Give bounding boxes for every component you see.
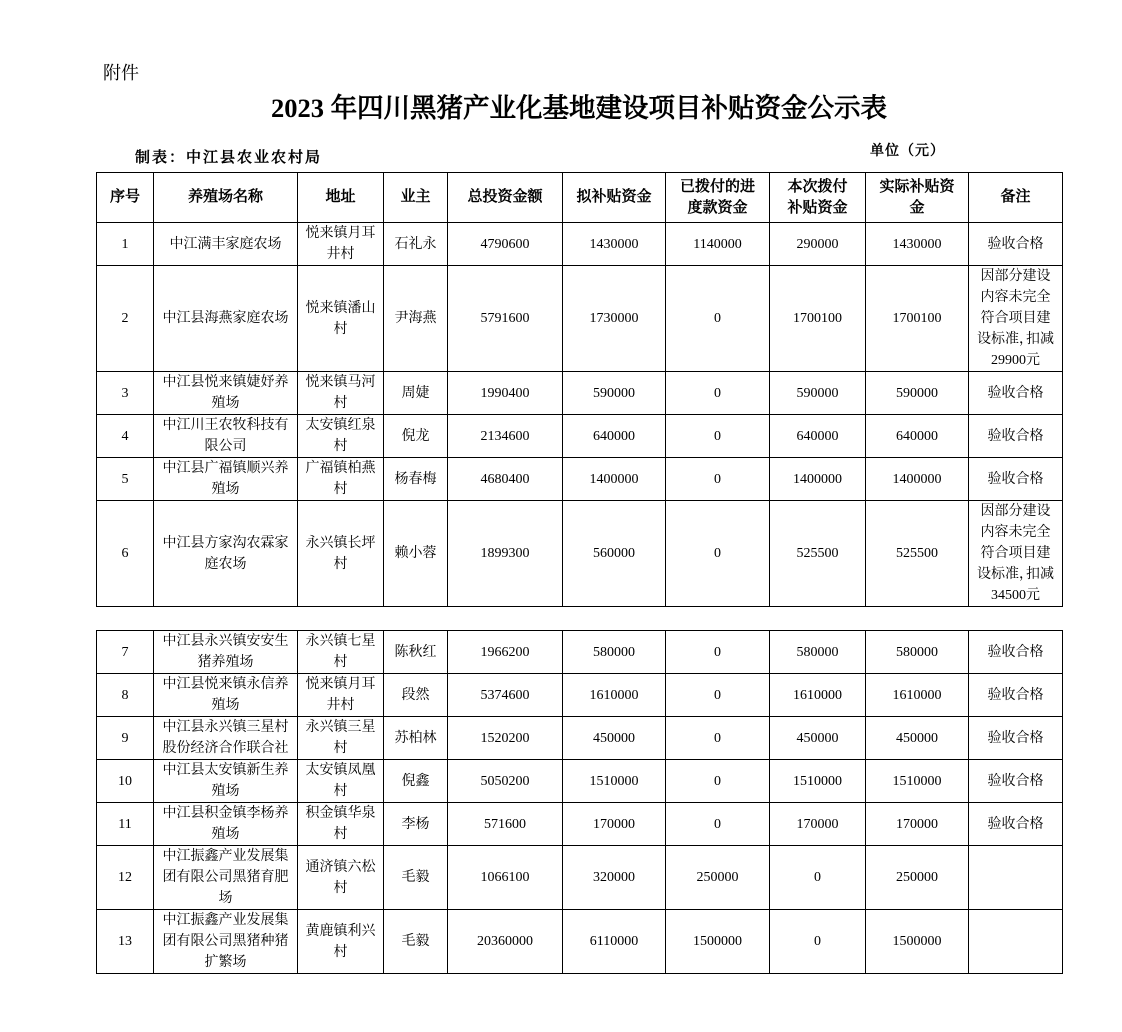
table-row [97, 266, 1063, 372]
cell-paid-progress: 1140000 [666, 223, 770, 266]
table-row [97, 910, 1063, 974]
header-paid-progress: 已拨付的进度款资金 [666, 173, 770, 223]
header-farm-name: 养殖场名称 [154, 173, 298, 223]
cell-total-investment: 2134600 [448, 415, 563, 458]
cell-actual-subsidy: 1510000 [866, 760, 969, 803]
cell-total-investment: 1899300 [448, 501, 563, 607]
cell-paid-progress: 0 [666, 803, 770, 846]
cell-paid-progress: 0 [666, 760, 770, 803]
table-row [97, 717, 1063, 760]
cell-actual-subsidy: 1610000 [866, 674, 969, 717]
cell-actual-subsidy: 590000 [866, 372, 969, 415]
cell-paid-progress: 0 [666, 415, 770, 458]
cell-total-investment: 5791600 [448, 266, 563, 372]
cell-paid-progress: 1500000 [666, 910, 770, 974]
cell-seq: 10 [97, 760, 154, 803]
cell-proposed-subsidy: 450000 [563, 717, 666, 760]
cell-current-payment: 450000 [770, 717, 866, 760]
cell-owner: 苏柏林 [384, 717, 448, 760]
cell-actual-subsidy: 250000 [866, 846, 969, 910]
cell-total-investment: 1066100 [448, 846, 563, 910]
cell-farm-name: 中江县广福镇顺兴养殖场 [154, 458, 298, 501]
cell-paid-progress: 0 [666, 458, 770, 501]
attachment-label: 附件 [103, 63, 139, 83]
cell-actual-subsidy: 580000 [866, 631, 969, 674]
cell-seq: 7 [97, 631, 154, 674]
subsidy-table [96, 172, 1063, 607]
cell-paid-progress: 0 [666, 372, 770, 415]
cell-total-investment: 20360000 [448, 910, 563, 974]
cell-paid-progress: 0 [666, 501, 770, 607]
cell-farm-name: 中江县永兴镇三星村股份经济合作联合社 [154, 717, 298, 760]
header-actual-subsidy: 实际补贴资金 [866, 173, 969, 223]
cell-owner: 倪鑫 [384, 760, 448, 803]
cell-total-investment: 1966200 [448, 631, 563, 674]
cell-owner: 段然 [384, 674, 448, 717]
cell-current-payment: 0 [770, 846, 866, 910]
cell-owner: 陈秋红 [384, 631, 448, 674]
cell-total-investment: 4790600 [448, 223, 563, 266]
cell-current-payment: 170000 [770, 803, 866, 846]
cell-actual-subsidy: 170000 [866, 803, 969, 846]
cell-actual-subsidy: 525500 [866, 501, 969, 607]
cell-proposed-subsidy: 1430000 [563, 223, 666, 266]
cell-remark: 因部分建设内容未完全符合项目建设标准，扣减34500元 [969, 501, 1063, 607]
cell-current-payment: 0 [770, 910, 866, 974]
header-total-investment: 总投资金额 [448, 173, 563, 223]
cell-paid-progress: 0 [666, 266, 770, 372]
cell-farm-name: 中江县悦来镇永信养殖场 [154, 674, 298, 717]
table-row [97, 415, 1063, 458]
cell-seq: 8 [97, 674, 154, 717]
cell-farm-name: 中江川王农牧科技有限公司 [154, 415, 298, 458]
cell-seq: 1 [97, 223, 154, 266]
cell-proposed-subsidy: 1610000 [563, 674, 666, 717]
cell-proposed-subsidy: 1730000 [563, 266, 666, 372]
cell-owner: 李杨 [384, 803, 448, 846]
cell-owner: 赖小蓉 [384, 501, 448, 607]
cell-remark: 验收合格 [969, 631, 1063, 674]
cell-remark: 验收合格 [969, 223, 1063, 266]
cell-total-investment: 4680400 [448, 458, 563, 501]
cell-paid-progress: 0 [666, 717, 770, 760]
cell-seq: 12 [97, 846, 154, 910]
cell-address: 悦来镇月耳井村 [298, 223, 384, 266]
cell-proposed-subsidy: 170000 [563, 803, 666, 846]
cell-proposed-subsidy: 580000 [563, 631, 666, 674]
cell-seq: 2 [97, 266, 154, 372]
cell-current-payment: 1700100 [770, 266, 866, 372]
cell-total-investment: 1520200 [448, 717, 563, 760]
table-row [97, 458, 1063, 501]
cell-address: 积金镇华泉村 [298, 803, 384, 846]
table-row [97, 803, 1063, 846]
cell-seq: 4 [97, 415, 154, 458]
cell-remark: 验收合格 [969, 674, 1063, 717]
table-body [97, 223, 1063, 607]
cell-current-payment: 640000 [770, 415, 866, 458]
table-row [97, 631, 1063, 674]
cell-farm-name: 中江县永兴镇安安生猪养殖场 [154, 631, 298, 674]
cell-total-investment: 571600 [448, 803, 563, 846]
cell-address: 永兴镇长坪村 [298, 501, 384, 607]
cell-remark [969, 910, 1063, 974]
cell-actual-subsidy: 1430000 [866, 223, 969, 266]
cell-owner: 石礼永 [384, 223, 448, 266]
cell-owner: 杨春梅 [384, 458, 448, 501]
cell-address: 永兴镇三星村 [298, 717, 384, 760]
cell-seq: 11 [97, 803, 154, 846]
cell-farm-name: 中江县积金镇李杨养殖场 [154, 803, 298, 846]
cell-address: 太安镇红泉村 [298, 415, 384, 458]
cell-proposed-subsidy: 1510000 [563, 760, 666, 803]
cell-total-investment: 5050200 [448, 760, 563, 803]
cell-seq: 3 [97, 372, 154, 415]
page-title: 2023 年四川黑猪产业化基地建设项目补贴资金公示表 [270, 93, 888, 123]
cell-seq: 13 [97, 910, 154, 974]
table-row [97, 501, 1063, 607]
table-header-row [97, 173, 1063, 223]
cell-seq: 5 [97, 458, 154, 501]
cell-address: 通济镇六松村 [298, 846, 384, 910]
cell-remark: 验收合格 [969, 415, 1063, 458]
cell-actual-subsidy: 1700100 [866, 266, 969, 372]
cell-remark: 因部分建设内容未完全符合项目建设标准，扣减29900元 [969, 266, 1063, 372]
table-body [97, 631, 1063, 974]
header-address: 地址 [298, 173, 384, 223]
cell-remark: 验收合格 [969, 717, 1063, 760]
cell-paid-progress: 0 [666, 674, 770, 717]
cell-remark: 验收合格 [969, 803, 1063, 846]
cell-total-investment: 1990400 [448, 372, 563, 415]
cell-proposed-subsidy: 640000 [563, 415, 666, 458]
cell-current-payment: 1610000 [770, 674, 866, 717]
cell-farm-name: 中江县方家沟农霖家庭农场 [154, 501, 298, 607]
cell-current-payment: 580000 [770, 631, 866, 674]
cell-current-payment: 590000 [770, 372, 866, 415]
cell-address: 永兴镇七星村 [298, 631, 384, 674]
cell-total-investment: 5374600 [448, 674, 563, 717]
unit-label: 单位（元） [870, 144, 945, 159]
cell-proposed-subsidy: 1400000 [563, 458, 666, 501]
cell-seq: 9 [97, 717, 154, 760]
cell-address: 悦来镇潘山村 [298, 266, 384, 372]
cell-address: 悦来镇月耳井村 [298, 674, 384, 717]
cell-owner: 周婕 [384, 372, 448, 415]
header-remark: 备注 [969, 173, 1063, 223]
cell-remark: 验收合格 [969, 760, 1063, 803]
cell-actual-subsidy: 450000 [866, 717, 969, 760]
table-row [97, 846, 1063, 910]
cell-farm-name: 中江县海燕家庭农场 [154, 266, 298, 372]
table-row [97, 760, 1063, 803]
cell-owner: 倪龙 [384, 415, 448, 458]
cell-current-payment: 290000 [770, 223, 866, 266]
cell-seq: 6 [97, 501, 154, 607]
cell-farm-name: 中江县悦来镇婕妤养殖场 [154, 372, 298, 415]
header-seq: 序号 [97, 173, 154, 223]
cell-owner: 毛毅 [384, 910, 448, 974]
table-row [97, 223, 1063, 266]
cell-proposed-subsidy: 590000 [563, 372, 666, 415]
cell-proposed-subsidy: 6110000 [563, 910, 666, 974]
cell-farm-name: 中江振鑫产业发展集团有限公司黑猪育肥场 [154, 846, 298, 910]
cell-actual-subsidy: 1500000 [866, 910, 969, 974]
cell-actual-subsidy: 640000 [866, 415, 969, 458]
cell-owner: 毛毅 [384, 846, 448, 910]
cell-farm-name: 中江振鑫产业发展集团有限公司黑猪种猪扩繁场 [154, 910, 298, 974]
header-owner: 业主 [384, 173, 448, 223]
cell-farm-name: 中江满丰家庭农场 [154, 223, 298, 266]
cell-remark: 验收合格 [969, 372, 1063, 415]
cell-paid-progress: 0 [666, 631, 770, 674]
subsidy-table-continued [96, 630, 1063, 974]
cell-remark: 验收合格 [969, 458, 1063, 501]
cell-owner: 尹海燕 [384, 266, 448, 372]
cell-address: 黄鹿镇利兴村 [298, 910, 384, 974]
cell-current-payment: 1510000 [770, 760, 866, 803]
cell-actual-subsidy: 1400000 [866, 458, 969, 501]
cell-address: 悦来镇马河村 [298, 372, 384, 415]
cell-paid-progress: 250000 [666, 846, 770, 910]
cell-farm-name: 中江县太安镇新生养殖场 [154, 760, 298, 803]
cell-remark [969, 846, 1063, 910]
cell-proposed-subsidy: 560000 [563, 501, 666, 607]
cell-proposed-subsidy: 320000 [563, 846, 666, 910]
cell-current-payment: 525500 [770, 501, 866, 607]
header-current-payment: 本次拨付补贴资金 [770, 173, 866, 223]
cell-address: 广福镇柏燕村 [298, 458, 384, 501]
header-proposed-subsidy: 拟补贴资金 [563, 173, 666, 223]
cell-address: 太安镇凤凰村 [298, 760, 384, 803]
cell-current-payment: 1400000 [770, 458, 866, 501]
table-row [97, 372, 1063, 415]
prepared-by: 制表：中江县农业农村局 [135, 150, 323, 166]
table-row [97, 674, 1063, 717]
